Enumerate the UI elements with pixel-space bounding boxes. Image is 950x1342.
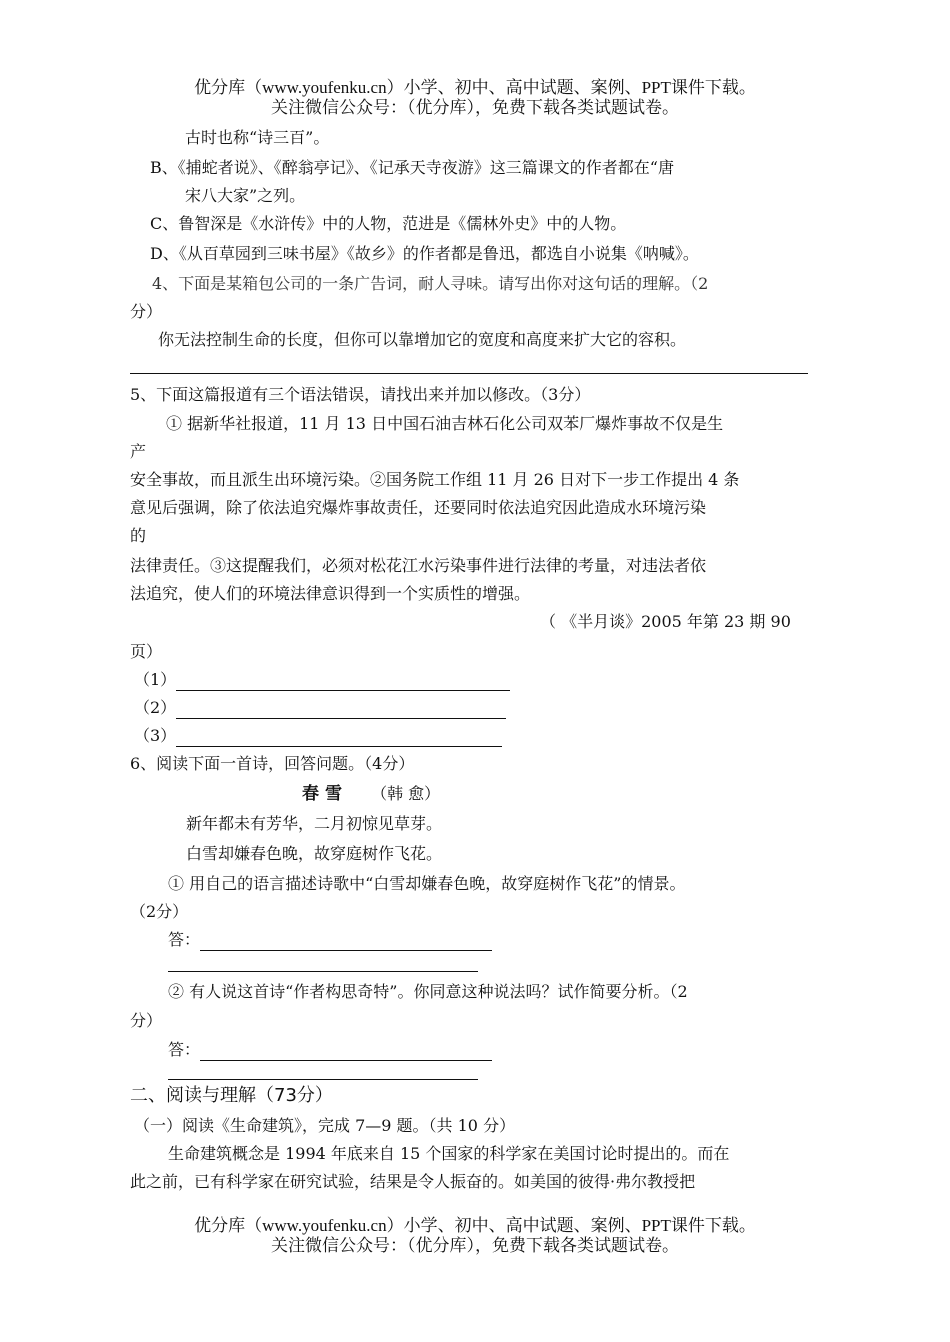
- q6-title: 6、阅读下面一首诗，回答问题。（4分）: [130, 754, 415, 773]
- q6-sub2-prompt-continued: 分）: [130, 1011, 163, 1030]
- part2-title: 二、阅读与理解（73分）: [130, 1085, 333, 1106]
- header-line-2: 关注微信公众号：（优分库），免费下载各类试题试卷。: [271, 98, 679, 117]
- q5-source-continued: 页）: [130, 642, 163, 661]
- part2-paragraph-line: 此之前，已有科学家在研究试验，结果是令人振奋的。如美国的彼得·弗尔教授把: [130, 1172, 696, 1191]
- q5-paragraph-line: 意见后强调，除了依法追究爆炸事故责任，还要同时依法追究因此造成水环境污染: [130, 498, 707, 517]
- q5-paragraph-line: 法追究，使人们的环境法律意识得到一个实质性的增强。: [130, 584, 531, 603]
- q5-title: 5、下面这篇报道有三个语法错误，请找出来并加以修改。（3分）: [130, 385, 591, 404]
- q6-poem-title: 春雪: [302, 784, 348, 804]
- q5-paragraph-line: 安全事故，而且派生出环境污染。②国务院工作组 11 月 26 日对下一步工作提出 4 条: [130, 470, 740, 489]
- q5-answer-3-label: （3）: [134, 726, 177, 745]
- header-line-1: 优分库（www.youfenku.cn）小学、初中、高中试题、案例、PPT课件下载。: [194, 78, 756, 97]
- q5-answer-1: [134, 669, 510, 691]
- q5-answer-3-blank[interactable]: [176, 730, 502, 747]
- q3-option-d: D、《从百草园到三味书屋》《故乡》的作者都是鲁迅，都选自小说集《呐喊》。: [150, 244, 699, 263]
- q5-answer-1-label: （1）: [134, 670, 177, 689]
- q6-sub2-prompt: ② 有人说这首诗“作者构思奇特”。你同意这种说法吗？试作简要分析。（2: [168, 982, 688, 1001]
- q4-prompt-continued: 分）: [130, 302, 163, 321]
- q6-poem-heading: [302, 783, 440, 805]
- q5-answer-3: [134, 725, 502, 747]
- q5-paragraph-line: 法律责任。③这提醒我们，必须对松花江水污染事件进行法律的考量，对违法者依: [130, 556, 707, 575]
- q6-sub1-answer-label: 答：: [168, 930, 201, 949]
- q6-sub1-answer: [168, 929, 492, 951]
- q5-answer-2: [134, 697, 506, 719]
- q6-sub2-answer-blank[interactable]: [200, 1044, 492, 1061]
- q4-prompt: 4、下面是某箱包公司的一条广告词，耐人寻味。请写出你对这句话的理解。（2: [152, 274, 709, 293]
- q4-answer-line[interactable]: [130, 373, 808, 374]
- q5-answer-2-blank[interactable]: [176, 702, 506, 719]
- q3-option-a-continued: 古时也称“诗三百”。: [185, 128, 330, 147]
- q5-source: （ 《半月谈》2005 年第 23 期 90: [540, 612, 791, 631]
- q6-poem-line: 白雪却嫌春色晚，故穿庭树作飞花。: [186, 844, 443, 863]
- q6-sub2-answer: [168, 1039, 492, 1061]
- footer-line-1: 优分库（www.youfenku.cn）小学、初中、高中试题、案例、PPT课件下载。: [194, 1216, 756, 1235]
- q3-option-c: C、鲁智深是《水浒传》中的人物，范进是《儒林外史》中的人物。: [150, 214, 627, 233]
- q6-sub1-prompt-continued: （2分）: [130, 902, 189, 921]
- q5-paragraph-line: 产: [130, 442, 147, 461]
- q4-quote: 你无法控制生命的长度，但你可以靠增加它的宽度和高度来扩大它的容积。: [158, 330, 687, 349]
- q5-paragraph-line: 的: [130, 526, 147, 545]
- q5-paragraph-line: ① 据新华社报道，11 月 13 日中国石油吉林石化公司双苯厂爆炸事故不仅是生: [166, 414, 724, 433]
- q3-option-b: B、《捕蛇者说》、《醉翁亭记》、《记承天寺夜游》这三篇课文的作者都在“唐: [150, 158, 674, 177]
- footer-line-2: 关注微信公众号：（优分库），免费下载各类试题试卷。: [271, 1236, 679, 1255]
- part2-paragraph-line: 生命建筑概念是 1994 年底来自 15 个国家的科学家在美国讨论时提出的。而在: [168, 1144, 730, 1163]
- q6-poem-author: （韩 愈）: [371, 784, 441, 803]
- q6-sub1-prompt: ① 用自己的语言描述诗歌中“白雪却嫌春色晚，故穿庭树作飞花”的情景。: [168, 874, 686, 893]
- q6-sub1-answer-line[interactable]: [168, 971, 478, 972]
- q5-answer-1-blank[interactable]: [176, 674, 510, 691]
- q6-poem-line: 新年都未有芳华，二月初惊见草芽。: [186, 814, 443, 833]
- q6-sub1-answer-blank[interactable]: [200, 934, 492, 951]
- q3-option-b-continued: 宋八大家”之列。: [185, 186, 306, 205]
- q6-sub2-answer-line[interactable]: [168, 1079, 478, 1080]
- q5-answer-2-label: （2）: [134, 698, 177, 717]
- part2-subtitle: （一）阅读《生命建筑》，完成 7—9 题。（共 10 分）: [134, 1116, 516, 1135]
- q6-sub2-answer-label: 答：: [168, 1040, 201, 1059]
